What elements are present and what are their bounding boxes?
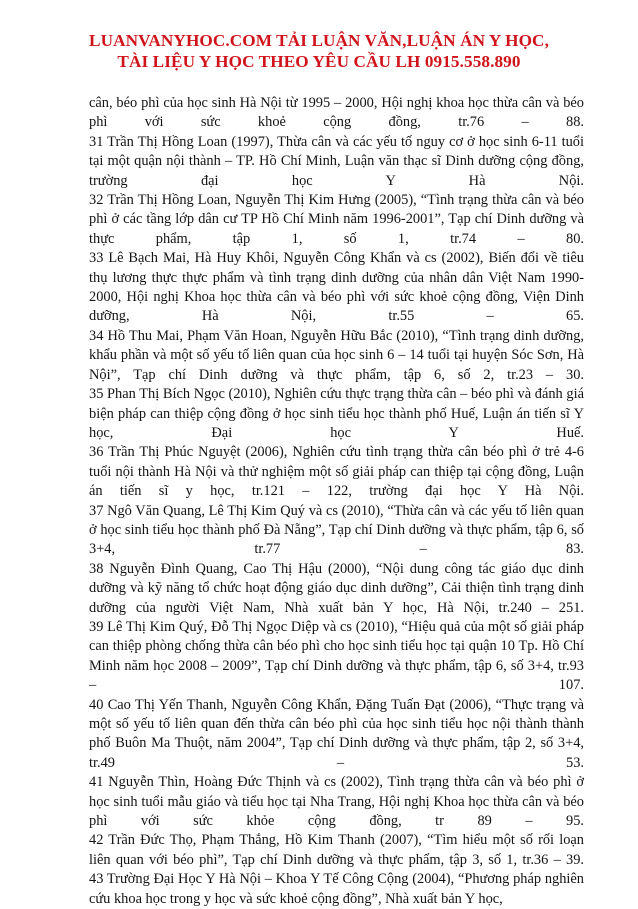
header-line-1: LUANVANYHOC.COM TẢI LUẬN VĂN,LUẬN ÁN Y HỌC, [89,31,549,50]
header-line-2: TÀI LIỆU Y HỌC THEO YÊU CẦU LH 0915.558.890 [117,52,521,71]
reference-list [89,94,584,909]
reference-entry: 39 Lê Thị Kim Quý, Đỗ Thị Ngọc Diệp và cs (2010), “Hiệu quả của một số giải pháp can thiệp phòng chống thừa cân béo phì cho học sinh tiểu học tại quận 10 Tp. Hồ Chí Minh năm học 2008 – 2009”, Tạp chí Dinh dưỡng và thực phẩm, tập 6, số 3+4, tr.93 – 107. [89,618,584,694]
reference-entry: 33 Lê Bạch Mai, Hà Huy Khôi, Nguyễn Công Khẩn và cs (2002), Biến đổi về tiêu thụ lương thực thực phẩm và tình trạng dinh dưỡng của nhân dân Việt Nam 1990-2000, Hội nghị Khoa học thừa cân và béo phì với sức khoẻ cộng đồng, Viện Dinh dưỡng, Hà Nội, tr.55 – 65. [89,250,584,325]
reference-entry: 41 Nguyễn Thìn, Hoàng Đức Thịnh và cs (2002), Tình trạng thừa cân và béo phì ở học sinh tuổi mẫu giáo và tiểu học tại Nha Trang, Hội nghị Khoa học thừa cân và béo phì với sức khỏe cộng đồng, tr 89 – 95. [89,774,584,830]
reference-entry: 31 Trần Thị Hồng Loan (1997), Thừa cân và các yếu tố nguy cơ ở học sinh 6-11 tuổi tại một quận nội thành – TP. Hồ Chí Minh, Luận văn thạc sĩ Dinh dưỡng cộng đồng, trường đại học Y Hà Nội. [89,133,584,189]
reference-entry: cân, béo phì của học sinh Hà Nội từ 1995 – 2000, Hội nghị khoa học thừa cân và béo phì với sức khoẻ cộng đồng, tr.76 – 88. [89,95,584,131]
reference-entry: 40 Cao Thị Yến Thanh, Nguyễn Công Khẩn, Đặng Tuấn Đạt (2006), “Thực trạng và một số yếu tố liên quan đến thừa cân béo phì của học sinh tiểu học nội thành thành phố Buôn Ma Thuột, năm 2004”, Tạp chí Dinh dưỡng và thực phẩm, tập 2, số 3+4, tr.49 – 53. [89,696,584,771]
reference-entry: 34 Hồ Thu Mai, Phạm Văn Hoan, Nguyễn Hữu Bắc (2010), “Tình trạng dinh dưỡng, khẩu phần và một số yếu tố liên quan của học sinh 6 – 14 tuổi tại huyện Sóc Sơn, Hà Nội”, Tạp chí Dinh dưỡng và thực phẩm, tập 6, số 2, tr.23 – 30. [89,327,584,383]
reference-entry: 36 Trần Thị Phúc Nguyệt (2006), Nghiên cứu tình trạng thừa cân béo phì ở trẻ 4-6 tuổi nội thành Hà Nội và thử nghiệm một số giải pháp can thiệp tại cộng đồng, Luận án tiến sĩ y học, tr.121 – 122, trường đại học Y Hà Nội. [89,444,584,500]
reference-entry: 37 Ngô Văn Quang, Lê Thị Kim Quý và cs (2010), “Thừa cân và các yếu tố liên quan ở học sinh tiểu học thành phố Đà Nẵng”, Tạp chí Dinh dưỡng và thực phẩm, tập 6, số 3+4, tr.77 – 83. [89,502,584,558]
reference-entry: 32 Trần Thị Hồng Loan, Nguyễn Thị Kim Hưng (2005), “Tình trạng thừa cân và béo phì ở các tầng lớp dân cư TP Hồ Chí Minh năm 1996-2001”, Tạp chí Dinh dưỡng và thực phẩm, tập 1, số 1, tr.74 – 80. [89,192,584,247]
reference-entry: 38 Nguyễn Đình Quang, Cao Thị Hậu (2000), “Nội dung công tác giáo dục dinh dưỡng và kỹ năng tổ chức hoạt động giáo dục dinh dưỡng”, Cải thiện tình trạng dinh dưỡng của người Việt Nam, Nhà xuất bản Y học, Hà Nội, tr.240 – 251. [89,560,584,616]
page-header [0,30,638,72]
reference-entry: 42 Trần Đức Thọ, Phạm Thắng, Hồ Kim Thanh (2007), “Tìm hiểu một số rối loạn liên quan với béo phì”, Tạp chí Dinh dưỡng và thực phẩm, tập 3, số 1, tr.36 – 39. [89,832,584,868]
reference-entry: 43 Trường Đại Học Y Hà Nội – Khoa Y Tế Công Cộng (2004), “Phương pháp nghiên cứu khoa học trong y học và sức khoẻ cộng đồng”, Nhà xuất bản Y học, [89,871,584,907]
reference-entry: 35 Phan Thị Bích Ngọc (2010), Nghiên cứu thực trạng thừa cân – béo phì và đánh giá biện pháp can thiệp cộng đồng ở học sinh tiểu học thành phố Huế, Luận án tiến sĩ Y học, Đại học Y Huế. [89,386,584,441]
